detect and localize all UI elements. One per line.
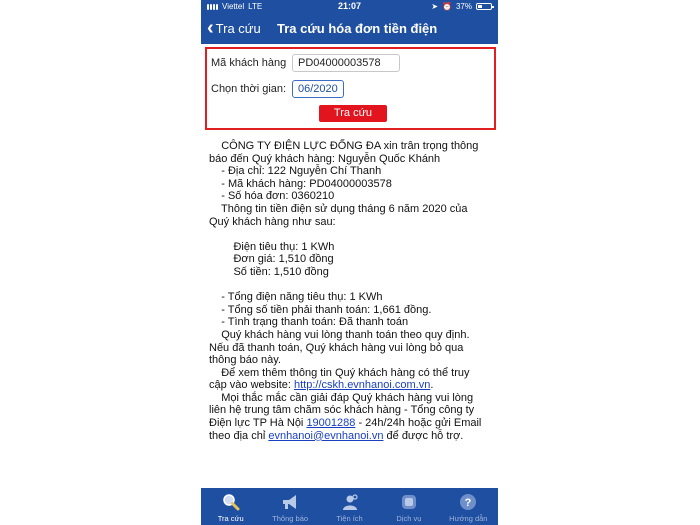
tab-search[interactable] <box>201 488 260 525</box>
result-line <box>209 216 491 229</box>
back-button[interactable] <box>207 17 261 39</box>
page-title: Tra cứu hóa đơn tiền điện <box>277 21 438 36</box>
search-form <box>205 47 496 130</box>
search-icon <box>221 492 241 512</box>
result-line <box>209 329 491 342</box>
services-icon <box>399 492 419 512</box>
battery-icon <box>476 3 492 10</box>
tab-utilities[interactable] <box>320 488 379 525</box>
result-line <box>209 190 491 203</box>
result-link[interactable]: 19001288 <box>306 417 356 430</box>
back-label: Tra cứu <box>215 20 261 36</box>
result-line-text: CÔNG TY ĐIỆN LỰC ĐỐNG ĐA xin trân trọng thông <box>209 140 479 152</box>
result-line-text: Quý khách hàng vui lòng thanh toán theo quy định. <box>209 328 470 341</box>
result-line-suffix: để được hỗ trợ. <box>383 429 464 442</box>
result-line <box>209 291 491 304</box>
customer-code-input[interactable]: PD04000003578 <box>292 54 400 72</box>
result-spacer <box>209 279 491 292</box>
result-line <box>209 342 491 355</box>
result-line <box>209 430 491 443</box>
result-line-text: Thông tin tiền điện sử dụng tháng 6 năm 2020 của <box>209 202 468 215</box>
battery-percent: 37% <box>455 2 472 11</box>
help-icon <box>458 492 478 512</box>
status-bar <box>201 0 498 14</box>
tab-services[interactable] <box>379 488 438 525</box>
tab-help[interactable] <box>439 488 498 525</box>
result-line <box>209 379 491 392</box>
result-line-text: Để xem thêm thông tin Quý khách hàng có thể truy <box>209 366 470 379</box>
network-type: LTE <box>248 2 263 11</box>
result-line <box>209 203 491 216</box>
utilities-icon <box>340 492 360 512</box>
svg-text:?: ? <box>464 497 472 509</box>
result-line-text: theo địa chỉ <box>209 429 269 442</box>
result-line-text: Mọi thắc mắc cần giải đáp Quý khách hàng vui lòng <box>209 391 474 404</box>
result-line <box>209 316 491 329</box>
result-line <box>209 241 491 254</box>
result-line <box>209 417 491 430</box>
result-line-text: cập vào website: <box>209 379 294 392</box>
result-line-text: - Địa chỉ: 122 Nguyễn Chí Thanh <box>209 165 382 178</box>
invoice-result <box>209 140 491 442</box>
result-line-text: - Tình trạng thanh toán: Đã thanh toán <box>209 316 409 329</box>
result-line <box>209 165 491 178</box>
result-line <box>209 304 491 317</box>
result-line-text: Đơn giá: 1,510 đồng <box>209 253 334 266</box>
tab-label: Thông báo <box>272 514 309 523</box>
result-spacer <box>209 228 491 241</box>
result-link[interactable]: http://cskh.evnhanoi.com.vn <box>294 379 431 392</box>
megaphone-icon <box>280 492 300 512</box>
carrier-name: Viettel <box>222 2 245 11</box>
result-line-text: - Tổng số tiền phải thanh toán: 1,661 đồng. <box>209 303 432 316</box>
result-line-suffix: - 24h/24h hoặc gửi Email <box>355 417 482 430</box>
result-line <box>209 178 491 191</box>
search-button[interactable]: Tra cứu <box>319 105 387 122</box>
status-right <box>431 2 492 11</box>
result-line <box>209 266 491 279</box>
result-line-text: Nếu đã thanh toán, Quý khách hàng vui lòng bỏ qua <box>209 341 464 354</box>
result-line <box>209 367 491 380</box>
customer-code-label: Mã khách hàng <box>211 57 287 69</box>
result-line-text: Số tiền: 1,510 đồng <box>209 265 329 278</box>
result-line-text: Điện lực TP Hà Nội <box>209 417 307 430</box>
tab-label: Dịch vụ <box>396 514 422 523</box>
result-line-text: Điện tiêu thụ: 1 KWh <box>209 240 335 253</box>
chevron-left-icon: ‹ <box>207 17 214 39</box>
result-line-text: liên hệ trung tâm chăm sóc khách hàng - Tổng công ty <box>209 404 475 417</box>
result-line-text: thông báo này. <box>209 354 281 367</box>
result-line-suffix: . <box>430 379 434 392</box>
tab-megaphone[interactable] <box>260 488 319 525</box>
result-line-text: Quý khách hàng như sau: <box>209 215 336 228</box>
result-line-text: - Tổng điện năng tiêu thụ: 1 KWh <box>209 291 383 304</box>
result-line-text: - Mã khách hàng: PD04000003578 <box>209 177 392 190</box>
tab-bar <box>201 488 498 525</box>
result-line <box>209 140 491 153</box>
result-line <box>209 354 491 367</box>
clock: 21:07 <box>337 1 362 11</box>
tab-label: Tiện ích <box>336 514 363 523</box>
tab-label: Hướng dẫn <box>449 514 488 523</box>
period-picker[interactable]: 06/2020 <box>292 80 344 98</box>
result-line <box>209 404 491 417</box>
app-screen <box>201 0 498 525</box>
result-link[interactable]: evnhanoi@evnhanoi.vn <box>268 429 384 442</box>
alarm-icon: ⏰ <box>442 2 452 11</box>
result-line-text: - Số hóa đơn: 0360210 <box>209 190 335 203</box>
navigation-bar <box>201 14 498 44</box>
location-icon: ➤ <box>431 2 439 11</box>
result-line-text: báo đến Quý khách hàng: Nguyễn Quốc Khánh <box>209 152 441 165</box>
result-line <box>209 253 491 266</box>
result-line <box>209 392 491 405</box>
tab-label: Tra cứu <box>217 514 244 523</box>
period-label: Chọn thời gian: <box>211 83 287 95</box>
result-line <box>209 153 491 166</box>
